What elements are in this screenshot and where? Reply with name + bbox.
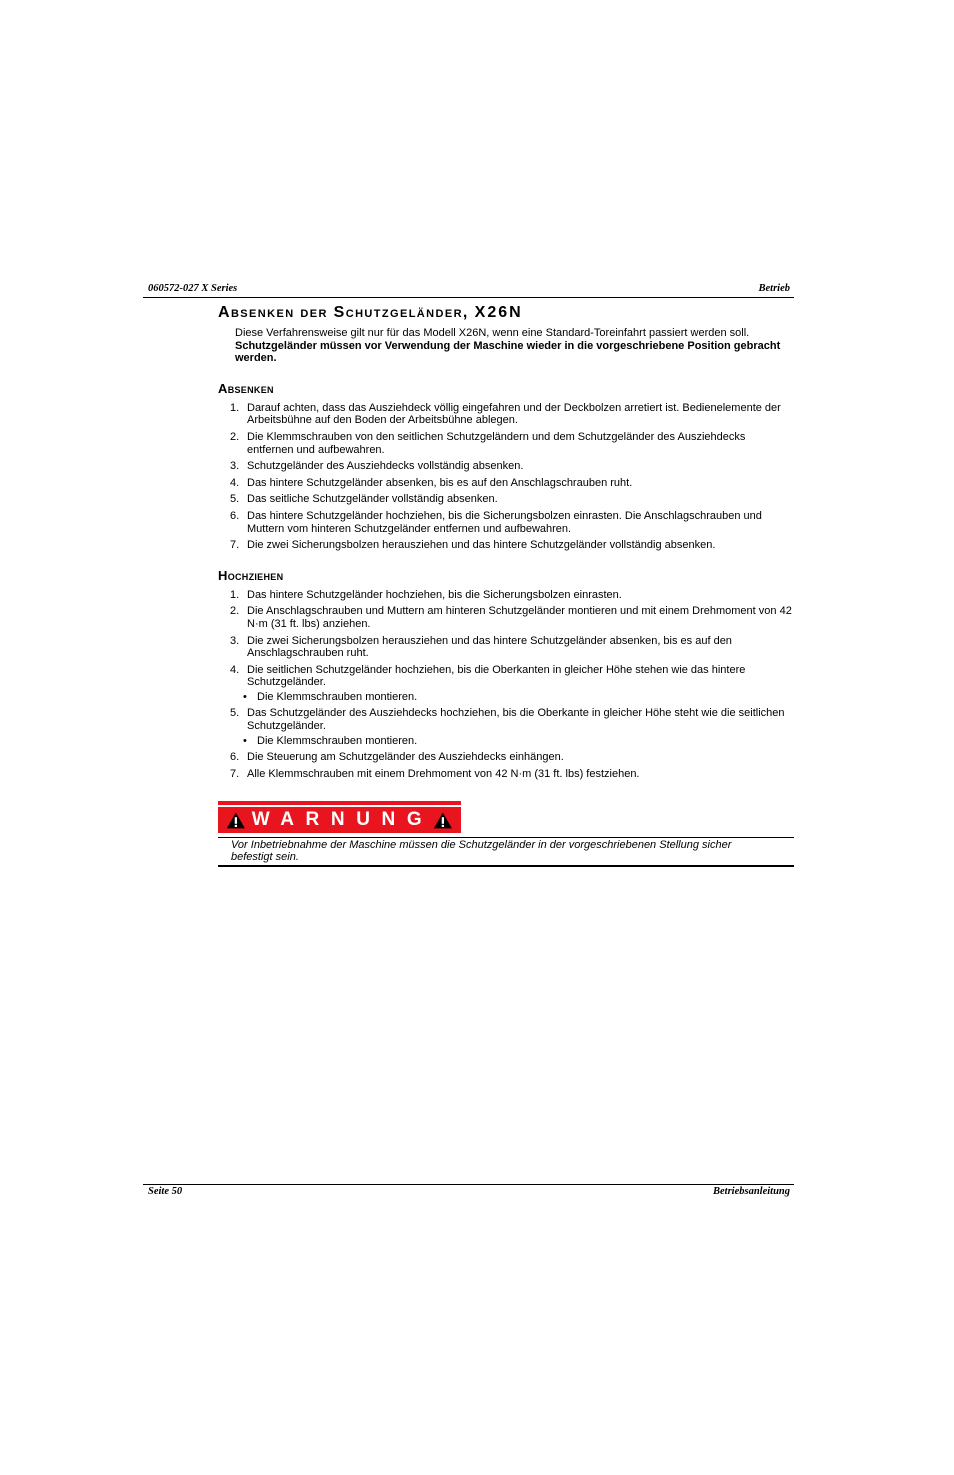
intro [235, 327, 794, 365]
page-title [218, 304, 794, 322]
step-number: 3. [230, 634, 240, 647]
step-number: 2. [230, 430, 240, 443]
intro-text: Diese Verfahrensweise gilt nur für das Modell X26N, wenn eine Standard-Toreinfahrt passiert werden soll. [235, 327, 750, 339]
list-item [218, 402, 794, 427]
warning-triangle-icon [226, 810, 246, 831]
title-text: Absenken der Schutzgeländer, [218, 304, 469, 321]
title-model: X26N [474, 304, 523, 321]
step-number: 3. [230, 460, 240, 473]
step-text: Das seitliche Schutzgeländer vollständig absenken. [247, 493, 498, 506]
footer-doc-title: Betriebsanleitung [712, 1186, 790, 1197]
step-number: 5. [230, 493, 240, 506]
step-text: Darauf achten, dass das Ausziehdeck völlig eingefahren und der Deckbolzen arretiert ist. Bedienelemente der Arbeitsbühne auf den Boden der Arbeitsbühne ablegen. [247, 401, 781, 427]
section-heading-hochziehen: Hochziehen [218, 567, 284, 583]
warning-label: WARNUNG [251, 809, 434, 830]
step-number: 6. [230, 751, 240, 764]
warning-rule-top [218, 837, 794, 838]
step-number: 4. [230, 476, 240, 489]
step-text: Die seitlichen Schutzgeländer hochziehen, bis die Oberkanten in gleicher Höhe stehen wie das hintere Schutzgeländer. [247, 663, 746, 689]
warning-text: Vor Inbetriebnahme der Maschine müssen die Schutzgeländer in der vorgeschriebenen Stellung sicher befestigt sein. [231, 839, 732, 863]
main-content [218, 304, 794, 784]
footer-page-number: Seite 50 [148, 1186, 183, 1197]
step-text: Schutzgeländer des Ausziehdecks vollständig absenken. [247, 460, 524, 473]
bullet-item: • Die Klemmschrauben montieren. [218, 735, 794, 748]
header-rule [143, 297, 794, 298]
warning-triangle-icon [433, 810, 453, 831]
step-text: Das hintere Schutzgeländer absenken, bis es auf den Anschlagschrauben ruht. [247, 476, 633, 489]
list-item [218, 477, 794, 490]
list-item [218, 493, 794, 506]
step-number: 6. [230, 509, 240, 522]
step-text: Die Steuerung am Schutzgeländer des Ausziehdecks einhängen. [247, 751, 564, 764]
steps-hochziehen-end [218, 751, 794, 780]
list-item [218, 510, 794, 535]
warning-top-bar [218, 801, 461, 805]
step-text: Die Anschlagschrauben und Muttern am hinteren Schutzgeländer montieren und mit einem Drehmoment von 42 N·m (31 ft. lbs) anziehen. [247, 605, 792, 630]
list-item [218, 431, 794, 456]
warning-banner [218, 801, 461, 834]
step-text: Das Schutzgeländer des Ausziehdecks hochziehen, bis die Oberkante in gleicher Höhe steht wie die seitlichen Schutzgeländer. [247, 707, 785, 733]
step-text: Die Klemmschrauben von den seitlichen Schutzgeländern und dem Schutzgeländer des Ausziehdecks entfernen und aufbewahren. [247, 430, 746, 456]
list-item [218, 768, 794, 781]
header-chapter: Betrieb [758, 283, 790, 294]
step-number: 1. [230, 401, 240, 414]
step-text: Alle Klemmschrauben mit einem Drehmoment von 42 N·m (31 ft. lbs) festziehen. [247, 767, 640, 780]
steps-hochziehen [218, 589, 794, 689]
warning-bar [218, 807, 461, 833]
list-item [218, 539, 794, 552]
section-heading-absenken: Absenken [218, 380, 274, 396]
step-number: 7. [230, 767, 240, 780]
footer-rule [143, 1184, 794, 1185]
steps-absenken [218, 402, 794, 552]
step-text: Das hintere Schutzgeländer hochziehen, bis die Sicherungsbolzen einrasten. Die Anschlagschrauben und Muttern vom hinteren Schutzgeländer entfernen und aufbewahren. [247, 509, 762, 535]
list-item [218, 664, 794, 689]
steps-hochziehen-cont [218, 707, 794, 732]
warning-rule-bottom [218, 865, 794, 867]
step-number: 5. [230, 707, 240, 720]
list-item [218, 635, 794, 660]
header-doc-number: 060572-027 X Series [148, 283, 238, 294]
bullet-item: • Die Klemmschrauben montieren. [218, 691, 794, 704]
step-number: 7. [230, 539, 240, 552]
list-item [218, 751, 794, 764]
step-text: Die zwei Sicherungsbolzen herausziehen und das hintere Schutzgeländer vollständig absenken. [247, 539, 716, 552]
step-number: 1. [230, 588, 240, 601]
list-item [218, 589, 794, 602]
list-item [218, 707, 794, 732]
intro-note: Schutzgeländer müssen vor Verwendung der Maschine wieder in die vorgeschriebene Position gebracht werden. [235, 339, 781, 365]
step-number: 4. [230, 663, 240, 676]
list-item [218, 605, 794, 630]
step-number: 2. [230, 605, 240, 618]
step-text: Das hintere Schutzgeländer hochziehen, bis die Sicherungsbolzen einrasten. [247, 588, 622, 601]
list-item [218, 460, 794, 473]
step-text: Die zwei Sicherungsbolzen herausziehen und das hintere Schutzgeländer absenken, bis es auf den Anschlagschrauben ruht. [247, 634, 732, 660]
